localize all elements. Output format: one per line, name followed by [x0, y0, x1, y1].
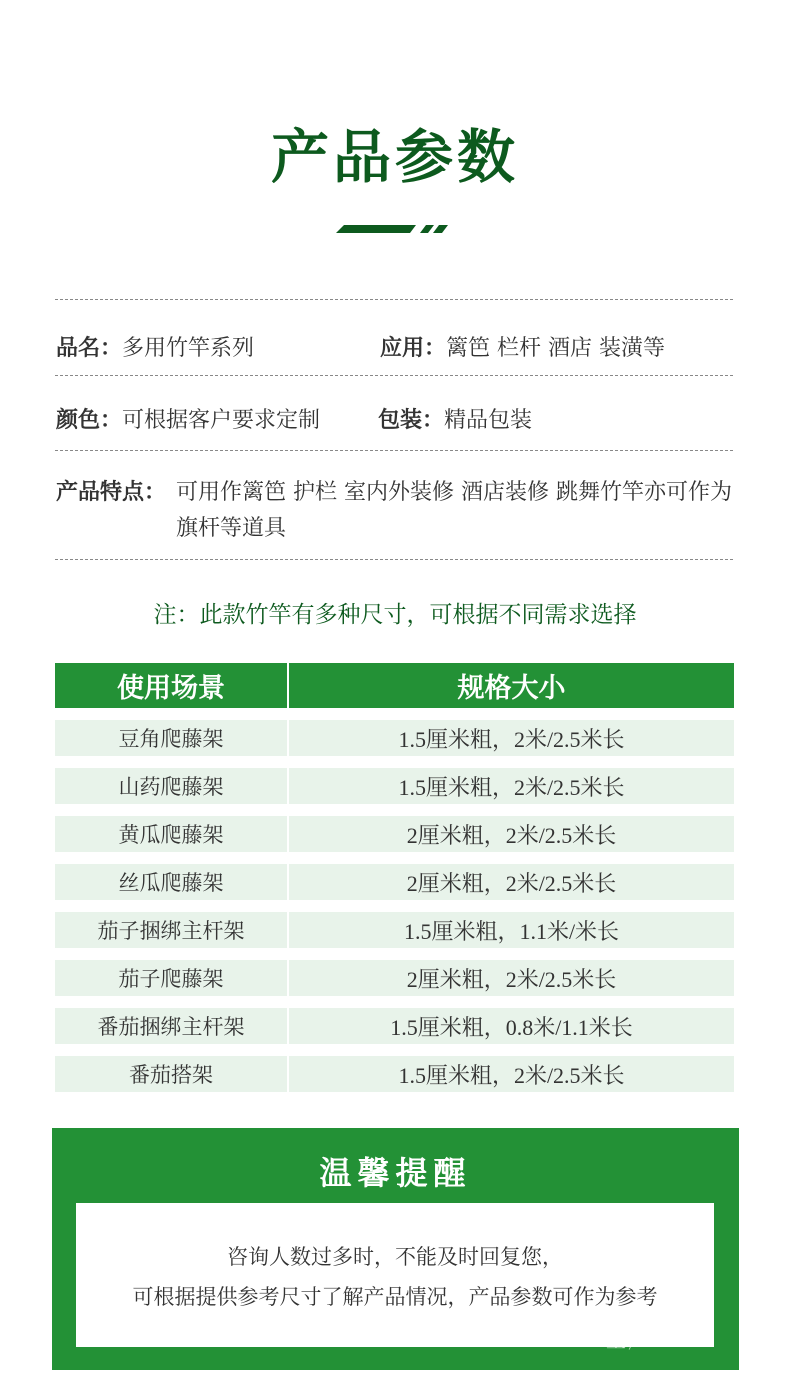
table-row: [55, 708, 734, 756]
cell-scene: 番茄捆绑主杆架: [55, 996, 289, 1044]
cell-spec: 2厘米粗，2米/2.5米长: [289, 804, 734, 852]
table-row: [55, 948, 734, 996]
spec-table: [55, 663, 734, 1092]
reminder-line-2: 可根据提供参考尺寸了解产品情况，产品参数可作为参考: [132, 1285, 658, 1309]
title-underline-decoration: [336, 225, 454, 237]
reminder-title: 温馨提醒: [319, 1154, 472, 1192]
param-package-label: 包装：: [378, 408, 445, 433]
reminder-line-1: 咨询人数过多时，不能及时回复您，: [227, 1245, 563, 1269]
cell-scene: 茄子爬藤架: [55, 948, 289, 996]
param-color-label: 颜色：: [56, 408, 123, 433]
param-use-value: 篱笆 栏杆 酒店 装潢等: [446, 336, 665, 361]
cell-scene: 豆角爬藤架: [55, 708, 289, 756]
param-color: [56, 403, 320, 434]
cell-scene: 茄子捆绑主杆架: [55, 900, 289, 948]
divider: [55, 299, 733, 300]
cell-scene: 番茄搭架: [55, 1044, 289, 1092]
table-row: [55, 852, 734, 900]
header-spec: 规格大小: [289, 663, 734, 708]
table-header-row: [55, 663, 734, 708]
cell-scene: 丝瓜爬藤架: [55, 852, 289, 900]
page-title: 产品参数: [270, 123, 519, 191]
table-row: [55, 804, 734, 852]
cell-spec: 1.5厘米粗，2米/2.5米长: [289, 756, 734, 804]
watermark: 工厂: [606, 1329, 650, 1353]
param-feature-value: 可用作篱笆 护栏 室内外装修 酒店装修 跳舞竹竿亦可作为旗杆等道具: [176, 480, 732, 541]
divider: [55, 375, 733, 376]
param-name-value: 多用竹竿系列: [122, 336, 255, 361]
param-feature-label: 产品特点：: [56, 480, 167, 505]
size-note: 注：此款竹竿有多种尺寸，可根据不同需求选择: [153, 602, 637, 628]
param-name-label: 品名：: [56, 336, 123, 361]
cell-scene: 山药爬藤架: [55, 756, 289, 804]
param-color-value: 可根据客户要求定制: [122, 408, 321, 433]
cell-spec: 1.5厘米粗，0.8米/1.1米长: [289, 996, 734, 1044]
param-package-value: 精品包装: [444, 408, 533, 433]
table-row: [55, 756, 734, 804]
param-use: [380, 331, 665, 362]
table-row: [55, 900, 734, 948]
divider: [55, 559, 733, 560]
header-scene: 使用场景: [55, 663, 289, 708]
param-name: [56, 331, 254, 362]
cell-spec: 1.5厘米粗，2米/2.5米长: [289, 708, 734, 756]
param-package: [378, 403, 532, 434]
cell-spec: 1.5厘米粗，1.1米/米长: [289, 900, 734, 948]
cell-scene: 黄瓜爬藤架: [55, 804, 289, 852]
cell-spec: 1.5厘米粗，2米/2.5米长: [289, 1044, 734, 1092]
cell-spec: 2厘米粗，2米/2.5米长: [289, 948, 734, 996]
cell-spec: 2厘米粗，2米/2.5米长: [289, 852, 734, 900]
divider: [55, 450, 733, 451]
param-use-label: 应用：: [380, 336, 447, 361]
table-row: [55, 1044, 734, 1092]
table-row: [55, 996, 734, 1044]
